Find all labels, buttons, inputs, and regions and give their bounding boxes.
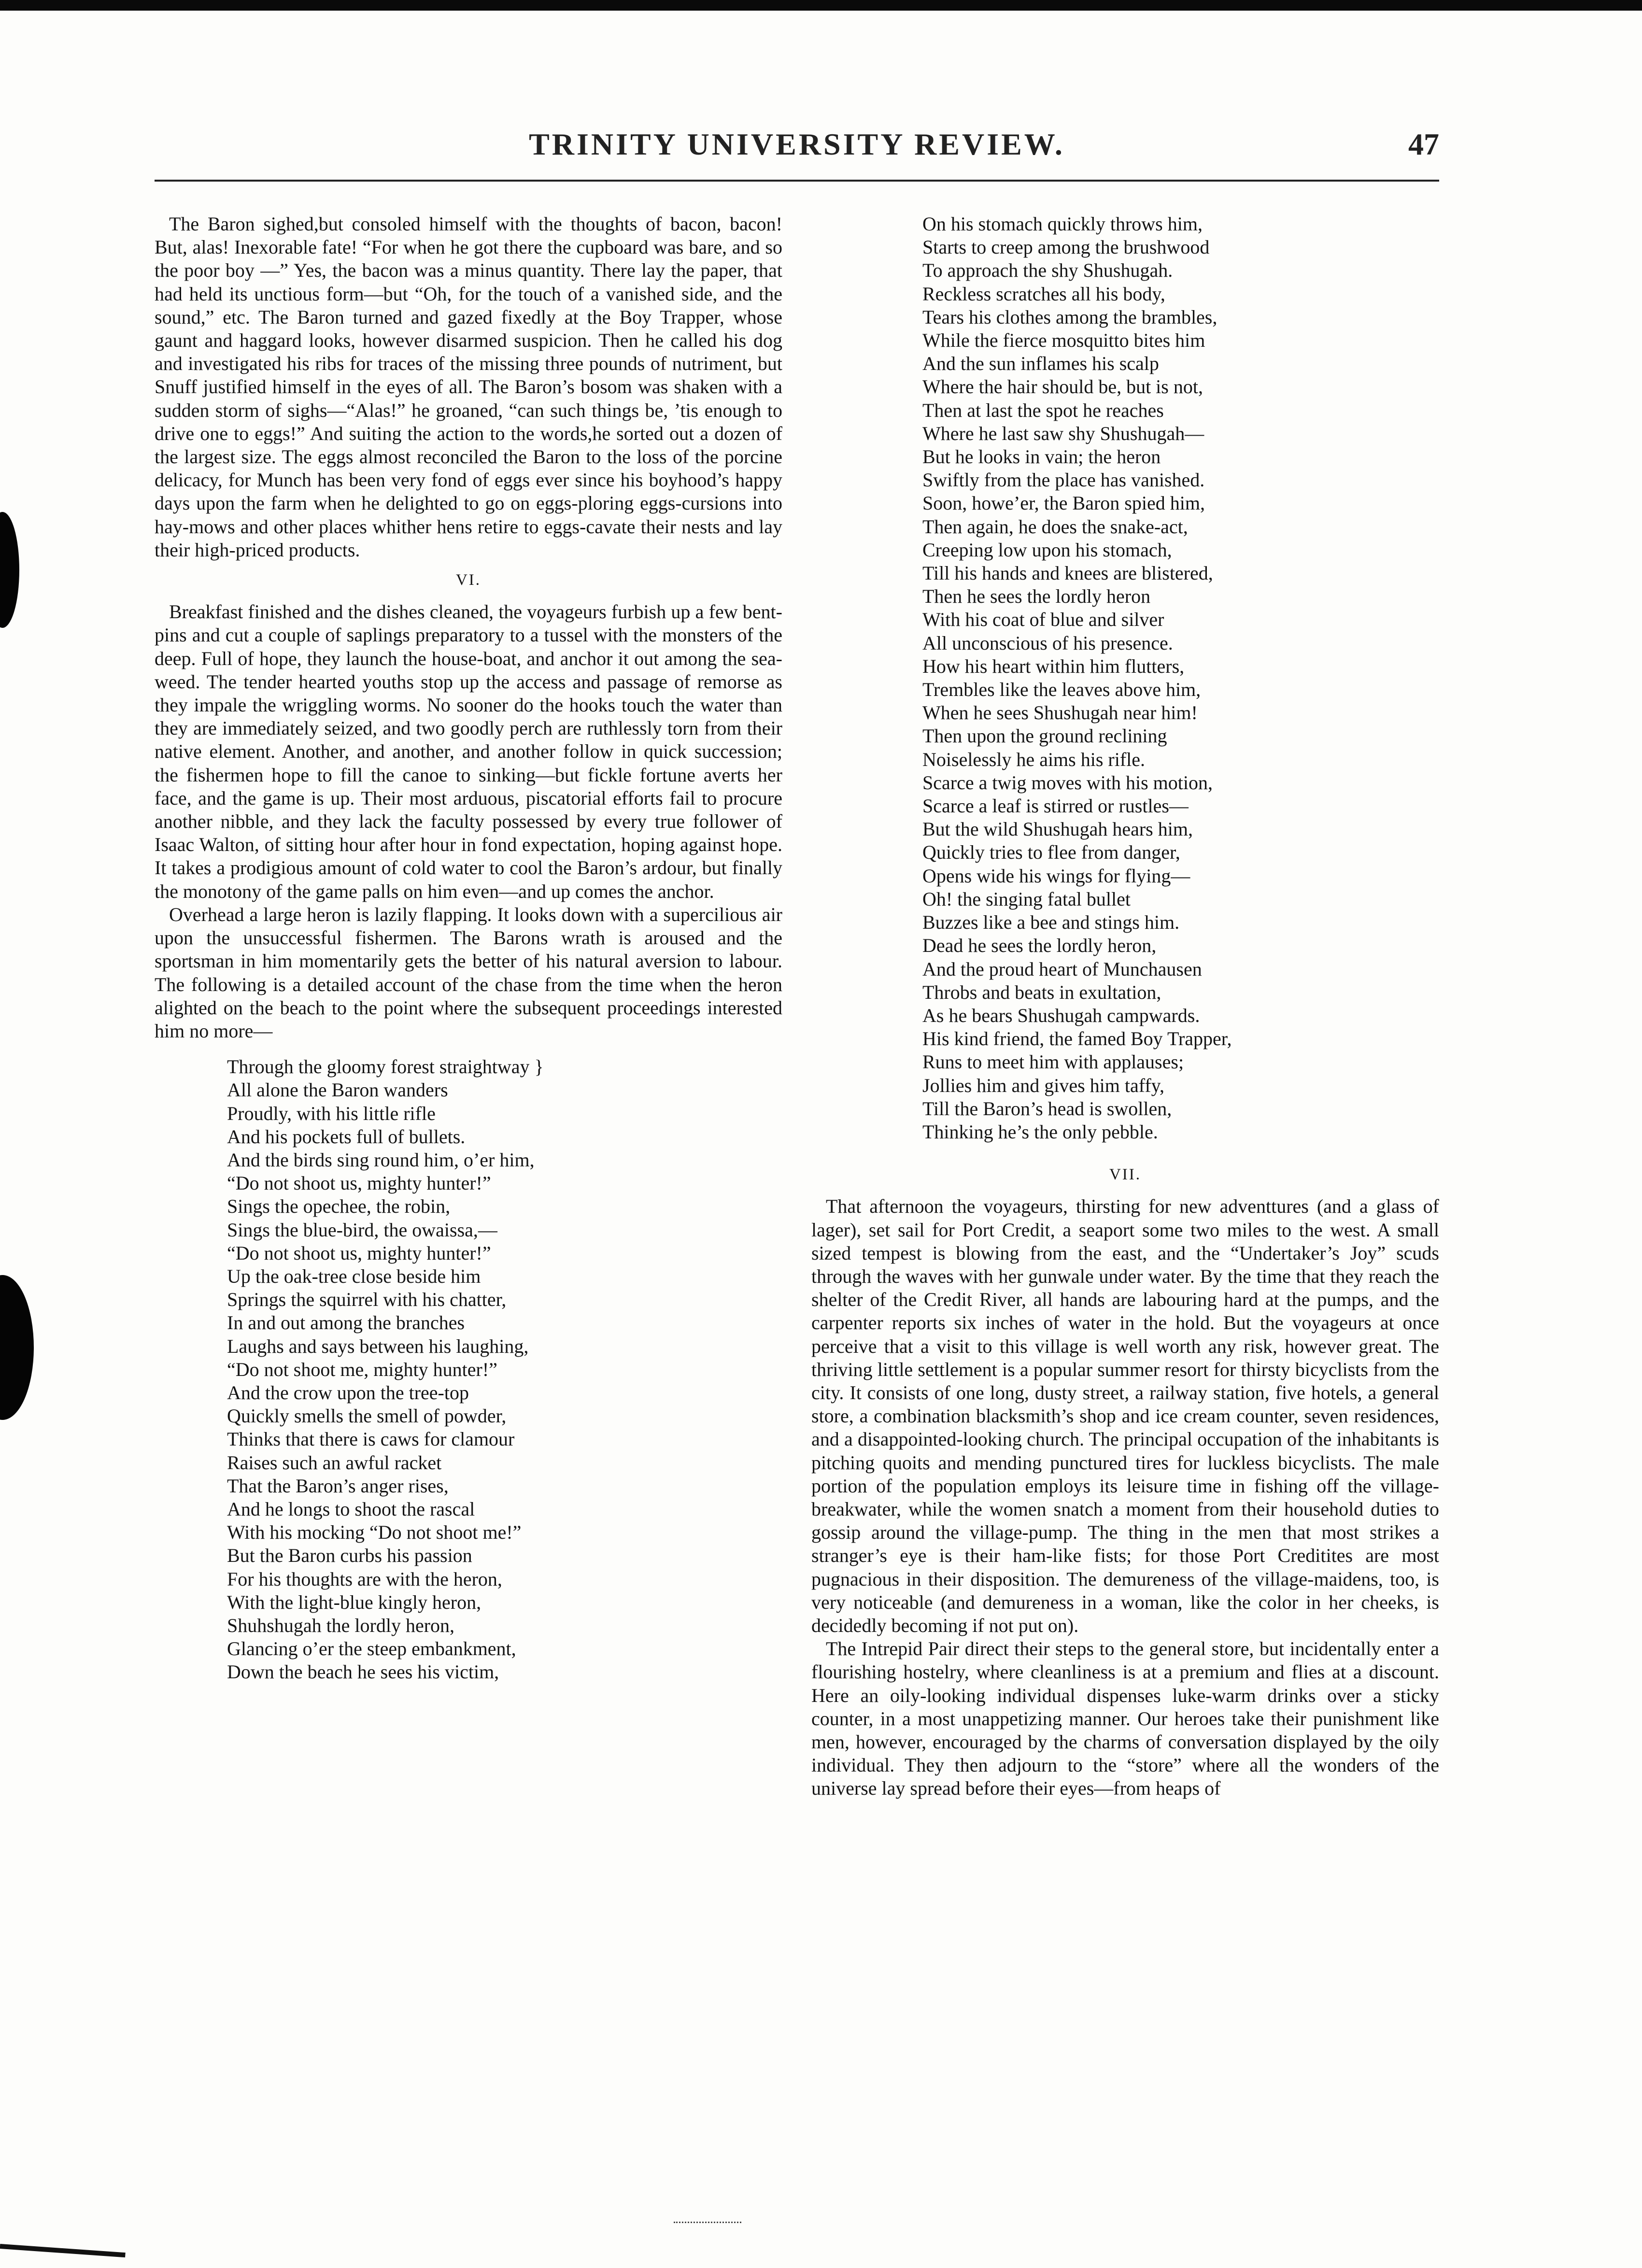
journal-title: TRINITY UNIVERSITY REVIEW. <box>529 127 1065 161</box>
poem-line: Down the beach he sees his victim, <box>227 1661 499 1683</box>
poem-line: On his stomach quickly throws him, <box>922 213 1203 235</box>
poem-line: In and out among the branches <box>227 1312 465 1334</box>
poem-line: Glancing o’er the steep embankment, <box>227 1638 516 1660</box>
scan-edge <box>0 0 1642 11</box>
poem-line: Dead he sees the lordly heron, <box>922 935 1157 957</box>
poem-line: His kind friend, the famed Boy Trapper, <box>922 1028 1232 1050</box>
poem-line: As he bears Shushugah campwards. <box>922 1004 1200 1026</box>
paragraph-breakfast-fishing: Breakfast finished and the dishes cleaned, the voyageurs furbish up a few bent-pins and cut a couple of saplings preparatory to a tussel with the monsters of the deep. Full of hope, they launch the house-boat, and anchor it out among the sea-weed. The tender hearted youths stop up the access and passage of remorse as they impale the wriggling worms. No sooner do the hooks touch the water than they are immediately seized, and two goodly perch are ruthlessly torn from their native element. Another, and another, and another follow in quick succession; the fishermen hope to fill the canoe to sinking—but fickle fortune averts her face, and the game is up. Their most arduous, piscatorial efforts fail to procure another nibble, and they lack the faculty possessed by every true follower of Isaac Walton, of sitting hour after hour in fond expectation, hoping against hope. It takes a prodigious amount of cold water to cool the Baron’s ardour, but finally the monotony of the game palls on him even—and up comes the anchor. <box>155 601 782 902</box>
poem-line: But the Baron curbs his passion <box>227 1545 472 1567</box>
poem-line: Jollies him and gives him taffy, <box>922 1074 1165 1096</box>
poem-line: But he looks in vain; the heron <box>922 446 1161 468</box>
ink-blot-upper <box>0 512 19 628</box>
printer-mark <box>674 2222 741 2226</box>
poem-line: Creeping low upon his stomach, <box>922 539 1172 561</box>
poem-line: Sings the blue-bird, the owaissa,— <box>227 1219 497 1241</box>
poem-line: Thinks that there is caws for clamour <box>227 1428 515 1450</box>
poem-line: Up the oak-tree close beside him <box>227 1265 481 1287</box>
header-rule <box>155 180 1439 182</box>
poem-line: “Do not shoot us, mighty hunter!” <box>227 1172 491 1194</box>
right-prose <box>811 1195 1439 1800</box>
poem-line: Throbs and beats in exultation, <box>922 981 1161 1003</box>
poem-line: And his pockets full of bullets. <box>227 1125 466 1148</box>
poem-line: Raises such an awful racket <box>227 1451 442 1474</box>
poem-line: Starts to creep among the brushwood <box>922 236 1210 258</box>
poem-line: Till the Baron’s head is swollen, <box>922 1097 1172 1120</box>
poem-line: And the crow upon the tree-top <box>227 1381 469 1403</box>
poem-line: Through the gloomy forest straightway } <box>227 1056 544 1078</box>
poem-line: All alone the Baron wanders <box>227 1079 448 1101</box>
poem-line: Then at last the spot he reaches <box>922 399 1164 421</box>
poem-line: Then again, he does the snake-act, <box>922 515 1188 538</box>
poem-line: While the fierce mosquitto bites him <box>922 329 1205 352</box>
right-column <box>811 213 1439 1800</box>
poem-line: All unconscious of his presence. <box>922 632 1173 654</box>
poem-line: Sings the opechee, the robin, <box>227 1195 451 1218</box>
poem-line: Laughs and says between his laughing, <box>227 1335 529 1357</box>
section-heading-vii: VII. <box>1109 1166 1142 1184</box>
ink-blot-lower <box>0 1275 34 1420</box>
poem-line: And the sun inflames his scalp <box>922 353 1159 375</box>
poem-line: Thinking he’s the only pebble. <box>922 1120 1158 1143</box>
page-corner-shadow <box>0 2244 126 2257</box>
poem-line: Opens wide his wings for flying— <box>922 865 1190 887</box>
poem-line: That the Baron’s anger rises, <box>227 1474 449 1497</box>
poem-right-stanza <box>811 213 1439 1144</box>
poem-line: Proudly, with his little rifle <box>227 1102 436 1124</box>
poem-line: And the proud heart of Munchausen <box>922 958 1202 980</box>
poem-left-stanza <box>155 1055 782 1684</box>
poem-line: “Do not shoot me, mighty hunter!” <box>227 1358 497 1380</box>
poem-line: Buzzes like a bee and stings him. <box>922 911 1180 934</box>
poem-line: Runs to meet him with applauses; <box>922 1051 1184 1073</box>
poem-line: Shuhshugah the lordly heron, <box>227 1614 455 1636</box>
page-number: 47 <box>1408 127 1439 161</box>
poem-line: “Do not shoot us, mighty hunter!” <box>227 1242 491 1264</box>
poem-line: Tears his clothes among the brambles, <box>922 306 1217 328</box>
poem-line: Trembles like the leaves above him, <box>922 679 1201 701</box>
poem-line: Till his hands and knees are blistered, <box>922 562 1213 584</box>
page-header <box>155 127 1439 180</box>
poem-line: Then upon the ground reclining <box>922 725 1167 747</box>
poem-line: With his coat of blue and silver <box>922 609 1164 631</box>
poem-line: But the wild Shushugah hears him, <box>922 818 1193 840</box>
poem-line: With his mocking “Do not shoot me!” <box>227 1521 522 1544</box>
paragraph-general-store: The Intrepid Pair direct their steps to the general store, but incidentally enter a flourishing hostelry, where cleanliness is at a premium and flies at a discount. Here an oily-looking individual dispenses luke-warm drinks over a sticky counter, in a most unappetizing manner. Our heroes take their punishment like men, however, encouraged by the charms of conversation displayed by the oily individual. They then adjourn to the “store” where all the wonders of the universe lay spread before their eyes—from heaps of <box>811 1638 1439 1800</box>
paragraph-heron-overhead: Overhead a large heron is lazily flapping. It looks down with a supercilious air upon the unsuccessful fishermen. The Barons wrath is aroused and the sportsman in him momentarily gets the better of his natural aversion to labour. The following is a detailed account of the chase from the time when the heron alighted on the beach to the point where the subsequent proceedings interested him no more— <box>155 903 782 1042</box>
left-column <box>155 213 782 1684</box>
poem-line: Scarce a leaf is stirred or rustles— <box>922 795 1189 817</box>
paragraph-port-credit: That afternoon the voyageurs, thirsting for new adventtures (and a glass of lager), set sail for Port Credit, a seaport some two miles to the west. A small sized tempest is blowing from the east, and the “Undertaker’s Joy” scuds through the waves with her gunwale under water. By the time that they reach the shelter of the Credit River, all hands are labouring hard at the pumps, and the carpenter reports six inches of water in the hold. But the voyageurs at once perceive that a visit to this village is well worth any risk, however great. The thriving little settlement is a popular summer resort for thirsty bicyclists from the city. It consists of one long, dusty street, a railway station, five hotels, a general store, a combination blacksmith’s shop and ice cream counter, seven residences, and a disappointed-looking church. The principal occupation of the inhabitants is pitching quoits and mending punctured tires for luckless bicyclists. The male portion of the population employs its leisure time in fishing off the village-breakwater, while the women snatch a moment from their household duties to gossip around the village-pump. The thing in the men that most strikes a stranger’s eye is their ham-like fists; for those Port Creditites are most pugnacious in their disposition. The demureness of the village-maidens, too, is very noticeable (and demureness in a woman, like the color in her cheeks, is decidedly becoming if not put on). <box>811 1195 1439 1636</box>
paragraph-baron-bacon: The Baron sighed,but consoled himself with the thoughts of bacon, bacon! But, alas! Inexorable fate! “For when he got there the cupboard was bare, and so the poor boy —” Yes, the bacon was a minus quantity. There lay the paper, that had held its unctious form—but “Oh, for the touch of a vanished side, and the sound,” etc. The Baron turned and gazed fixedly at the Boy Trapper, whose gaunt and haggard looks, however disarmed suspicion. Then he called his dog and investigated his ribs for traces of the missing three pounds of nutriment, but Snuff justified himself in the eyes of all. The Baron’s bosom was shaken with a sudden storm of sighs—“Alas!” he groaned, “can such things be, ’tis enough to drive one to eggs!” And suiting the action to the words,he sorted out a dozen of the largest size. The eggs almost reconciled the Baron to the loss of the porcine delicacy, for Munch has been very fond of eggs ever since his boyhood’s happy days upon the farm when he delighted to go on eggs-ploring eggs-cursions into hay-mows and other places whither hens retire to eggs-cavate their nests and lay their high-priced products. <box>155 213 782 561</box>
poem-line: Swiftly from the place has vanished. <box>922 469 1205 491</box>
poem-line: Soon, howe’er, the Baron spied him, <box>922 492 1205 514</box>
poem-line: Quickly tries to flee from danger, <box>922 841 1180 864</box>
poem-line: Scarce a twig moves with his motion, <box>922 771 1213 794</box>
poem-line: To approach the shy Shushugah. <box>922 259 1173 282</box>
poem-line: For his thoughts are with the heron, <box>227 1568 502 1590</box>
poem-line: Where the hair should be, but is not, <box>922 376 1203 398</box>
poem-line: Reckless scratches all his body, <box>922 283 1165 305</box>
poem-line: Then he sees the lordly heron <box>922 585 1151 608</box>
poem-line: And he longs to shoot the rascal <box>227 1498 475 1520</box>
poem-line: How his heart within him flutters, <box>922 655 1185 677</box>
poem-line: Where he last saw shy Shushugah— <box>922 422 1204 444</box>
poem-line: Springs the squirrel with his chatter, <box>227 1289 507 1311</box>
poem-line: With the light-blue kingly heron, <box>227 1591 481 1613</box>
poem-line: When he sees Shushugah near him! <box>922 702 1198 724</box>
left-prose <box>155 213 782 1043</box>
poem-line: Noiselessly he aims his rifle. <box>922 748 1146 770</box>
section-heading-vi: VI. <box>455 571 481 589</box>
poem-line: Quickly smells the smell of powder, <box>227 1405 507 1427</box>
poem-line: Oh! the singing fatal bullet <box>922 888 1131 910</box>
poem-line: And the birds sing round him, o’er him, <box>227 1148 535 1171</box>
